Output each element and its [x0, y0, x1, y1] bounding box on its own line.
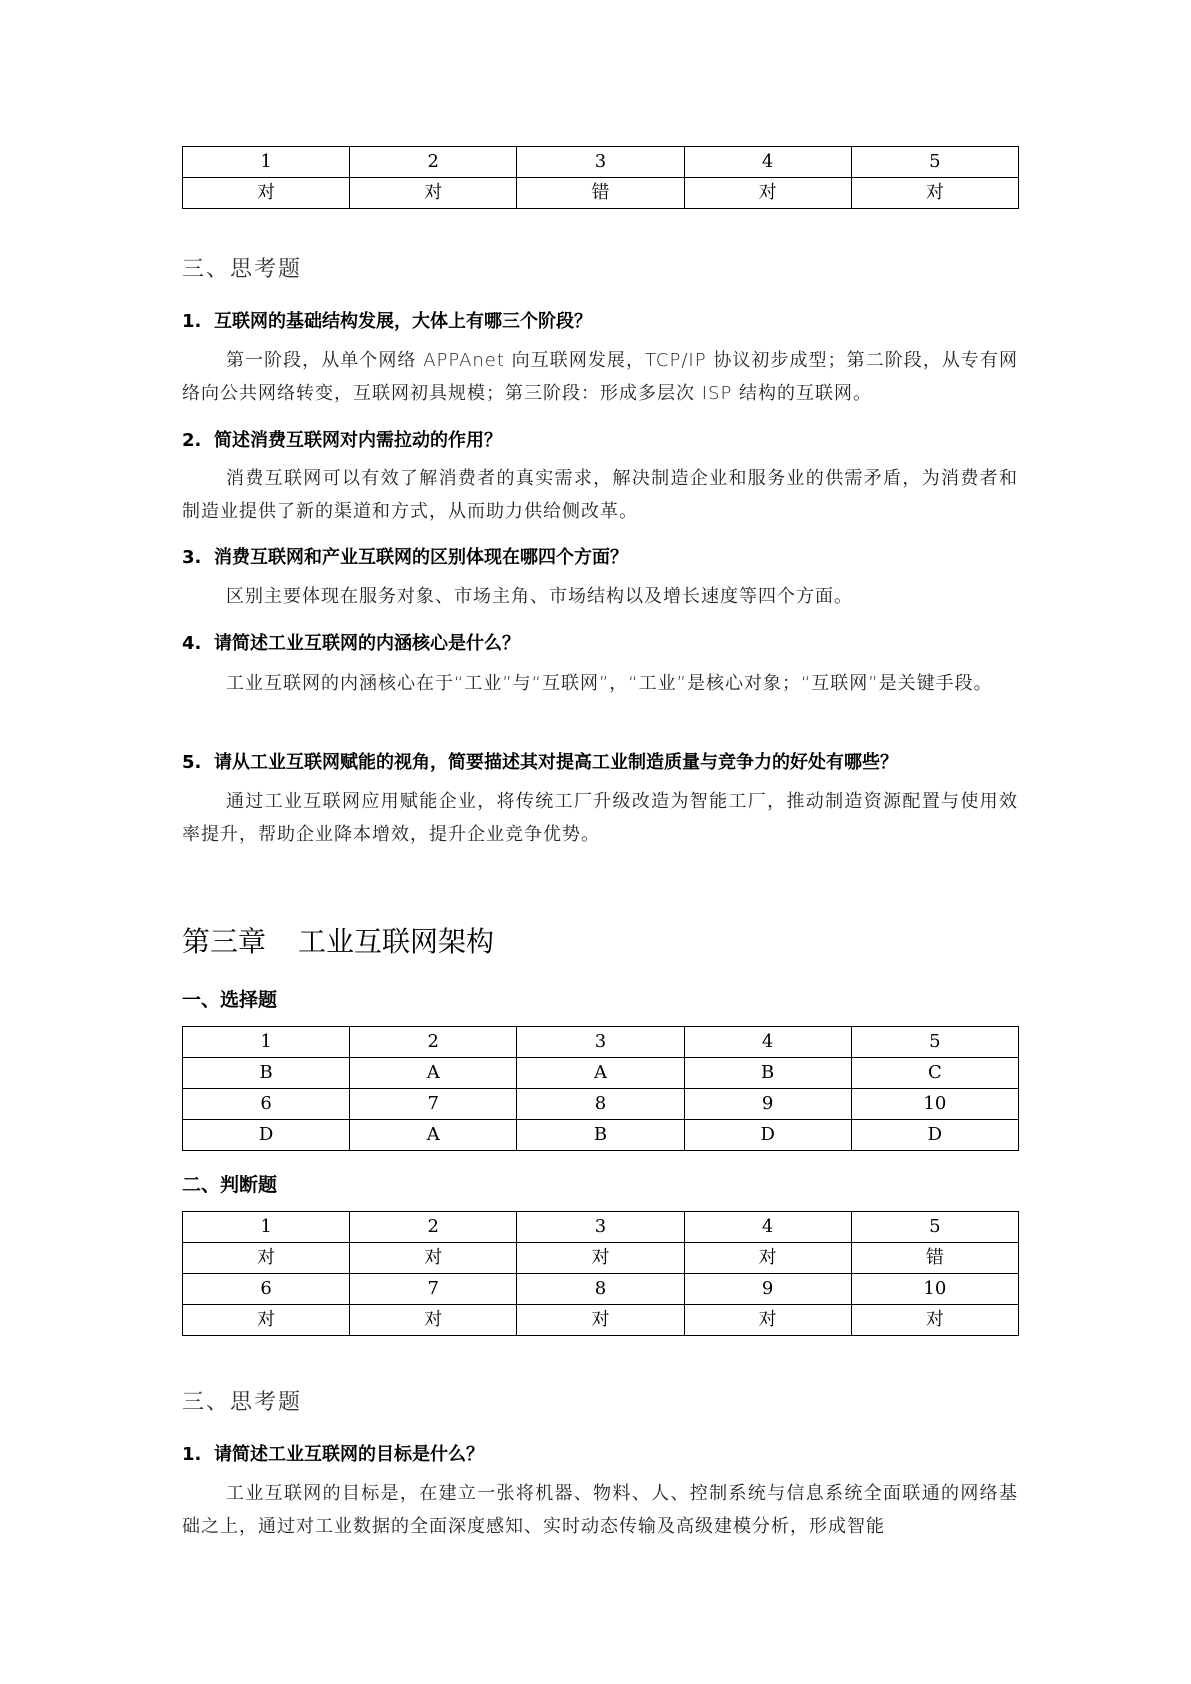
table-cell: D	[851, 1120, 1018, 1151]
table-cell: D	[684, 1120, 851, 1151]
table-cell: 4	[684, 1027, 851, 1058]
table-row	[183, 178, 1019, 209]
question-number: 4.	[182, 633, 202, 654]
table-cell: B	[684, 1058, 851, 1089]
table-cell: 对	[350, 1305, 517, 1336]
table-cell: 1	[183, 1212, 350, 1243]
table-cell: 4	[684, 1212, 851, 1243]
section-heading-think: 三、思考题	[182, 1390, 303, 1415]
table-cell: 5	[851, 1212, 1018, 1243]
table-cell: 对	[517, 1305, 684, 1336]
judge-answer-table	[182, 1211, 1019, 1336]
table-row	[183, 1120, 1019, 1151]
table-cell: 对	[684, 1305, 851, 1336]
section-heading-think: 三、思考题	[182, 257, 303, 282]
answer-paragraph: 工业互联网的目标是，在建立一张将机器、物料、人、控制系统与信息系统全面联通的网络基础之上，通过对工业数据的全面深度感知、实时动态传输及高级建模分析，形成智能	[182, 1483, 1018, 1537]
answer-paragraph: 区别主要体现在服务对象、市场主角、市场结构以及增长速度等四个方面。	[226, 586, 853, 607]
answer-paragraph: 通过工业互联网应用赋能企业，将传统工厂升级改造为智能工厂，推动制造资源配置与使用效率提升，帮助企业降本增效，提升企业竞争优势。	[182, 791, 1018, 845]
table-cell: B	[183, 1058, 350, 1089]
table-cell: 1	[183, 1027, 350, 1058]
question-heading	[182, 543, 1022, 569]
question-heading	[182, 1440, 1022, 1466]
table-cell: 对	[183, 1243, 350, 1274]
table-cell: 2	[350, 1027, 517, 1058]
table-cell: 对	[851, 1305, 1018, 1336]
table-row	[183, 1212, 1019, 1243]
table-cell: 3	[517, 147, 684, 178]
section-heading-choice: 一、选择题	[182, 989, 278, 1011]
chapter-label: 第三章	[182, 925, 267, 958]
section-heading-judge: 二、判断题	[182, 1174, 278, 1196]
table-cell: 5	[851, 147, 1018, 178]
table-row	[183, 1058, 1019, 1089]
answer-paragraph: 消费互联网可以有效了解消费者的真实需求，解决制造企业和服务业的供需矛盾，为消费者和制造业提供了新的渠道和方式，从而助力供给侧改革。	[182, 468, 1018, 522]
table-cell: B	[517, 1120, 684, 1151]
table-cell: 对	[851, 178, 1018, 209]
table-cell: 1	[183, 147, 350, 178]
table-cell: 对	[350, 1243, 517, 1274]
question-text: 互联网的基础结构发展，大体上有哪三个阶段？	[214, 311, 592, 332]
question-heading	[182, 629, 1022, 655]
table-cell: 对	[183, 178, 350, 209]
table-cell: 10	[851, 1274, 1018, 1305]
answer-paragraph: 工业互联网的内涵核心在于“工业”与“互联网”，“工业”是核心对象；“互联网”是关键手段。	[226, 673, 993, 694]
choice-answer-table	[182, 1026, 1019, 1151]
table-cell: 10	[851, 1089, 1018, 1120]
table-cell: 2	[350, 1212, 517, 1243]
table-row	[183, 147, 1019, 178]
question-heading	[182, 748, 1022, 774]
chapter-title: 工业互联网架构	[298, 925, 495, 958]
question-heading	[182, 426, 1022, 452]
table-row	[183, 1305, 1019, 1336]
question-text: 简述消费互联网对内需拉动的作用？	[214, 430, 502, 451]
table-cell: 9	[684, 1274, 851, 1305]
question-number: 1.	[182, 311, 202, 332]
table-cell: D	[183, 1120, 350, 1151]
table-row	[183, 1027, 1019, 1058]
table-cell: A	[517, 1058, 684, 1089]
question-number: 5.	[182, 752, 202, 773]
chapter-heading	[182, 920, 494, 960]
question-number: 3.	[182, 547, 202, 568]
table-cell: 3	[517, 1027, 684, 1058]
table-cell: 6	[183, 1274, 350, 1305]
answer-paragraph: 第一阶段，从单个网络 APPAnet 向互联网发展，TCP/IP 协议初步成型；第二阶段，从专有网络向公共网络转变，互联网初具规模；第三阶段：形成多层次 ISP 结构的互联网。	[182, 350, 1018, 404]
table-cell: 6	[183, 1089, 350, 1120]
table-cell: 对	[350, 178, 517, 209]
question-heading	[182, 307, 1022, 333]
table-cell: 8	[517, 1089, 684, 1120]
table-cell: A	[350, 1058, 517, 1089]
table-cell: 7	[350, 1274, 517, 1305]
table-cell: 5	[851, 1027, 1018, 1058]
table-cell: 2	[350, 147, 517, 178]
table-cell: 错	[851, 1243, 1018, 1274]
table-cell: 对	[684, 178, 851, 209]
question-text: 消费互联网和产业互联网的区别体现在哪四个方面？	[214, 547, 628, 568]
question-text: 请简述工业互联网的目标是什么？	[214, 1444, 484, 1465]
question-number: 2.	[182, 430, 202, 451]
table-cell: 9	[684, 1089, 851, 1120]
table-row	[183, 1089, 1019, 1120]
table-cell: 8	[517, 1274, 684, 1305]
table-cell: 3	[517, 1212, 684, 1243]
question-number: 1.	[182, 1444, 202, 1465]
table-cell: 对	[517, 1243, 684, 1274]
top-answer-table	[182, 146, 1019, 209]
table-cell: C	[851, 1058, 1018, 1089]
table-cell: 对	[684, 1243, 851, 1274]
table-cell: 4	[684, 147, 851, 178]
table-cell: 7	[350, 1089, 517, 1120]
question-text: 请从工业互联网赋能的视角，简要描述其对提高工业制造质量与竞争力的好处有哪些？	[214, 752, 898, 773]
table-row	[183, 1274, 1019, 1305]
table-cell: A	[350, 1120, 517, 1151]
question-text: 请简述工业互联网的内涵核心是什么？	[214, 633, 520, 654]
table-cell: 对	[183, 1305, 350, 1336]
table-cell: 错	[517, 178, 684, 209]
table-row	[183, 1243, 1019, 1274]
